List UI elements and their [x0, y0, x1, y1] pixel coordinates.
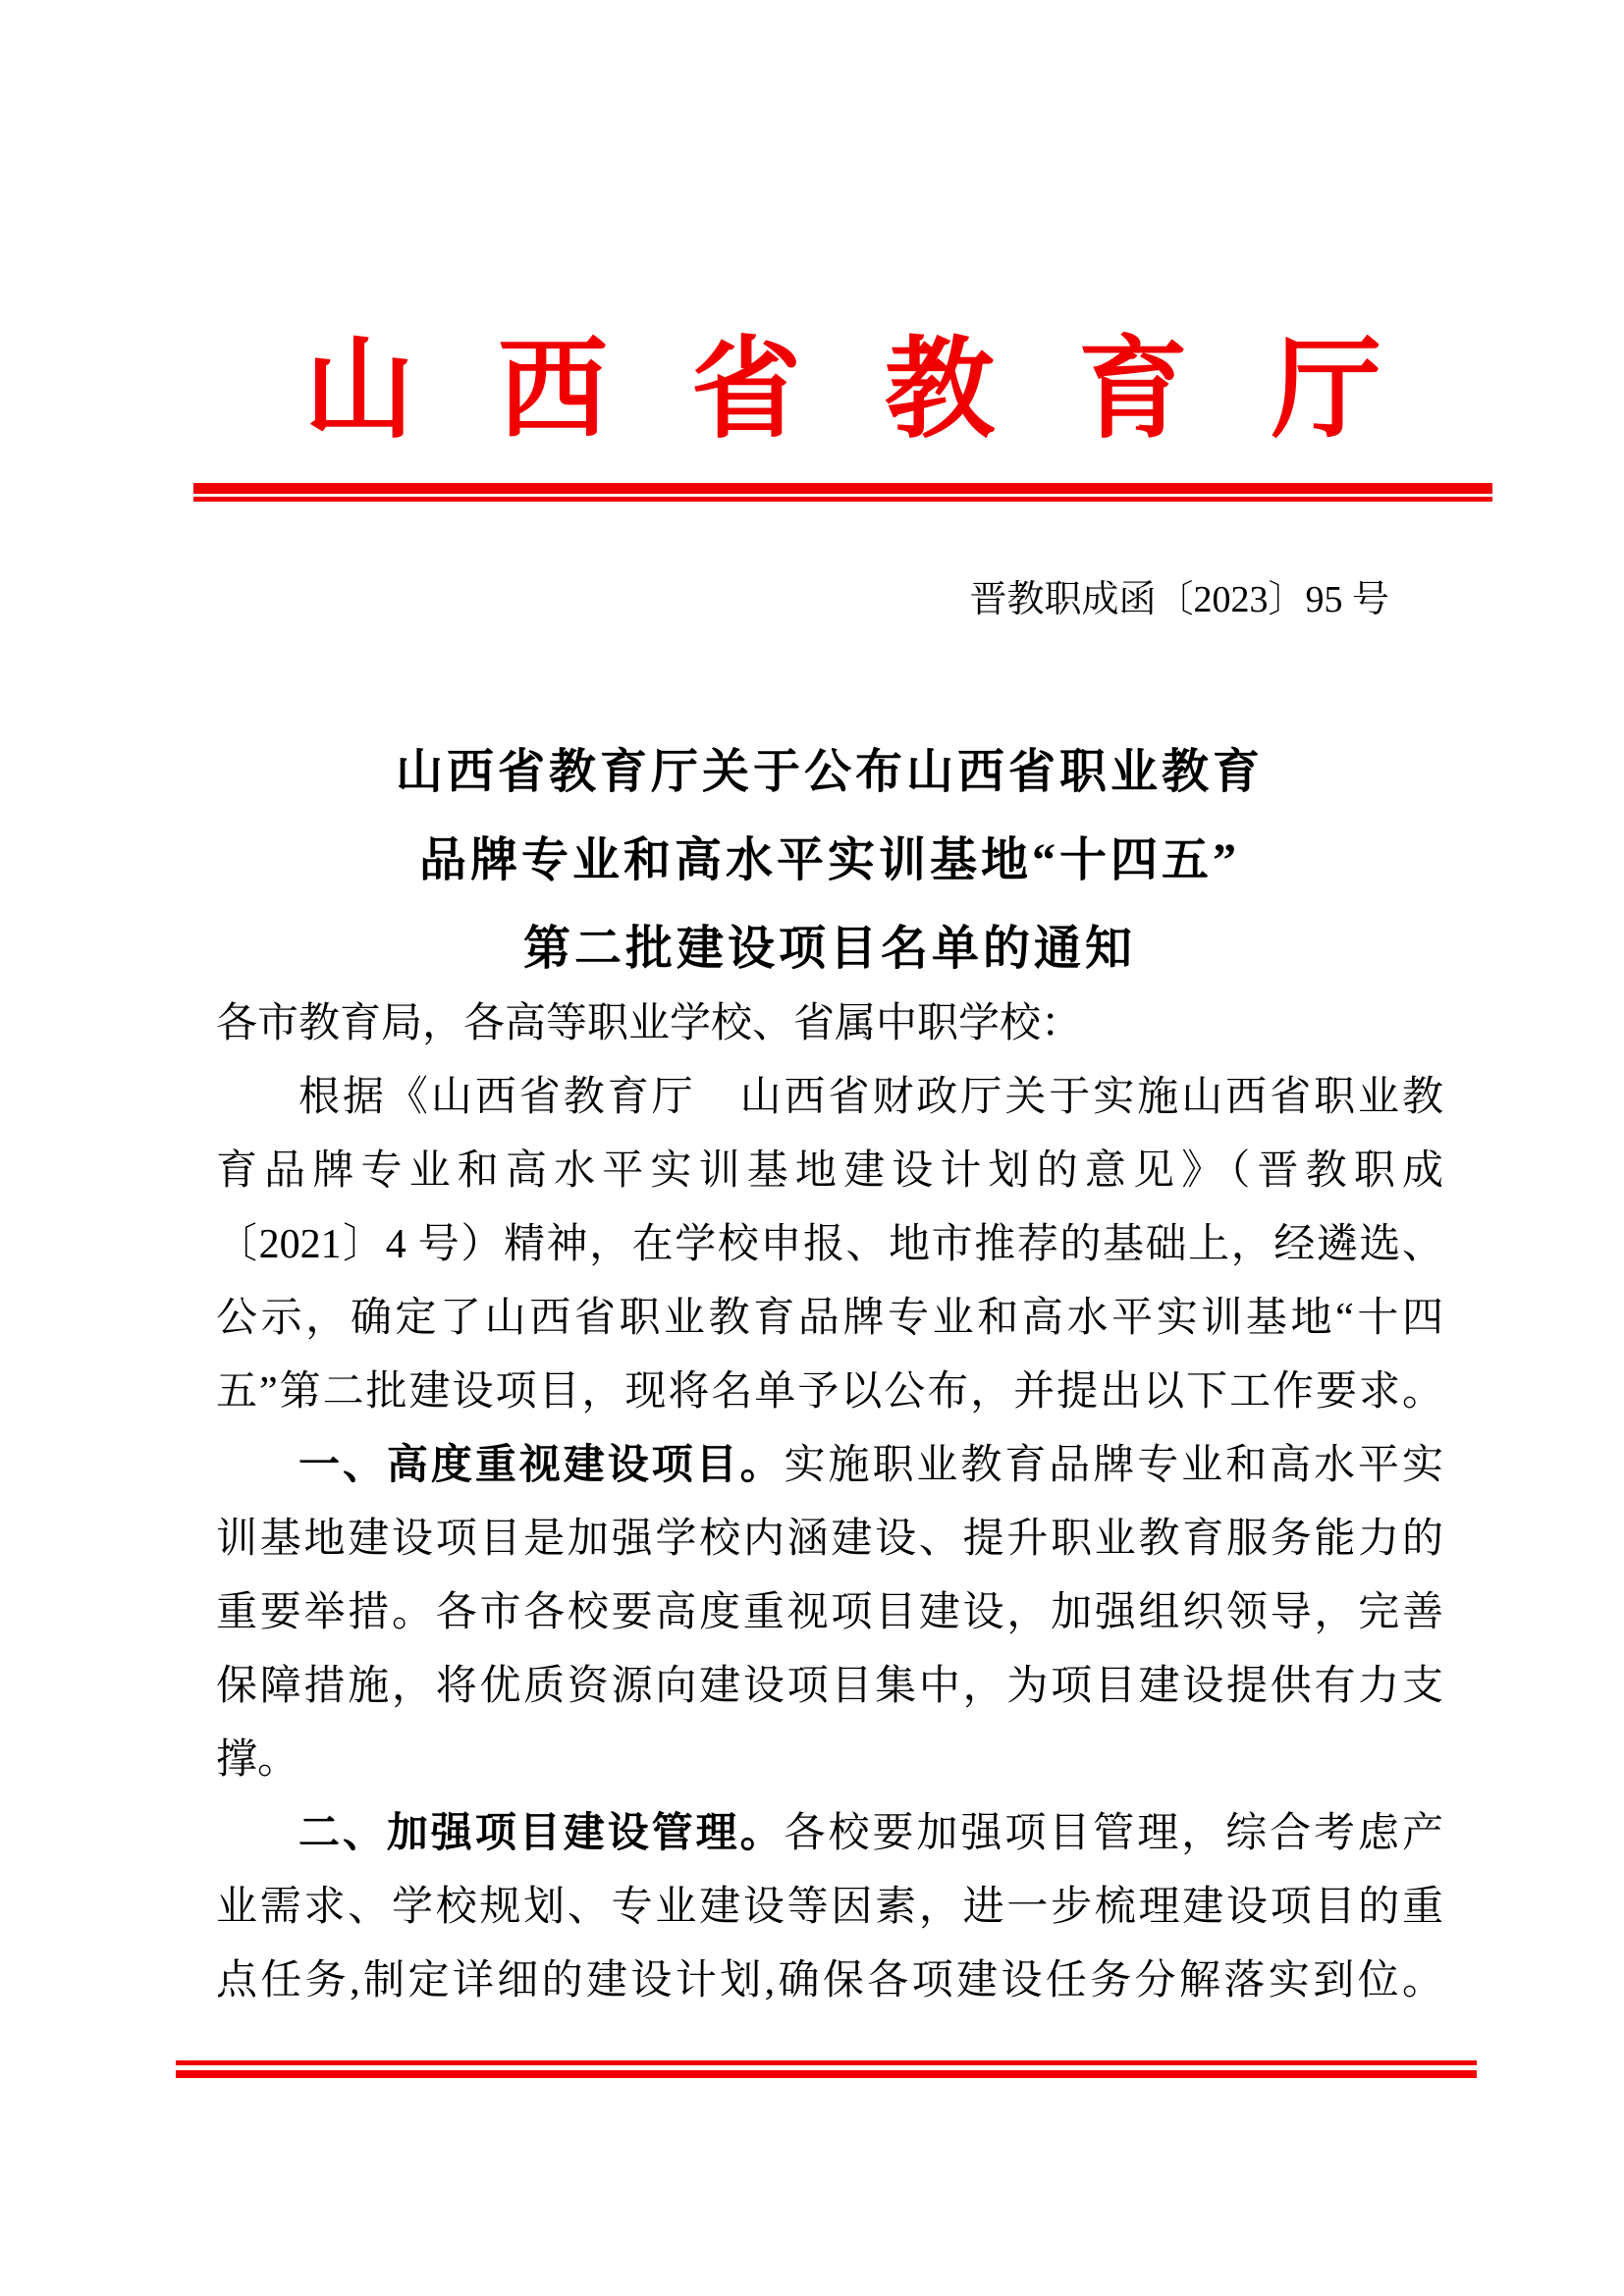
header-divider — [193, 483, 1492, 502]
body-line-bold-lead: 一、高度重视建设项目。 — [298, 1443, 785, 1488]
document-title-line-3: 第二批建设项目名单的通知 — [522, 923, 1136, 975]
body-line: 训基地建设项目是加强学校内涵建设、提升职业教育服务能力的 — [216, 1517, 1443, 1562]
agency-title: 山西省教育厅 — [304, 330, 1465, 452]
footer-divider — [176, 2060, 1477, 2078]
body-line: 重要举措。各市各校要高度重视项目建设，加强组织领导，完善 — [216, 1590, 1443, 1635]
document-number: 晋教职成函〔2023〕95 号 — [969, 579, 1389, 620]
body-line: 撑。 — [216, 1737, 299, 1783]
body-line: 〔2021〕4 号）精神，在学校申报、地市推荐的基础上，经遴选、 — [216, 1222, 1443, 1267]
body-line: 公示，确定了山西省职业教育品牌专业和高水平实训基地“十四 — [216, 1296, 1443, 1341]
document-title-line-2: 品牌专业和高水平实训基地“十四五” — [418, 834, 1240, 886]
document-title-line-1: 山西省教育厅关于公布山西省职业教育 — [395, 746, 1264, 798]
body-line: 各市教育局，各高等职业学校、省属中职学校： — [216, 1001, 1083, 1046]
body-line: 根据《山西省教育厅 山西省财政厅关于实施山西省职业教 — [298, 1075, 1443, 1120]
body-line: 业需求、学校规划、专业建设等因素，进一步梳理建设项目的重 — [216, 1885, 1443, 1930]
body-line: 点任务,制定详细的建设计划,确保各项建设任务分解落实到位。 — [216, 1958, 1443, 2003]
body-line: 一、高度重视建设项目。实施职业教育品牌专业和高水平实 — [298, 1443, 1443, 1488]
body-line: 育品牌专业和高水平实训基地建设计划的意见》（晋教职成 — [216, 1148, 1443, 1194]
body-line: 二、加强项目建设管理。各校要加强项目管理，综合考虑产 — [298, 1811, 1443, 1856]
document-title — [18, 728, 1624, 993]
document-body — [216, 988, 1443, 2018]
body-line: 保障措施，将优质资源向建设项目集中，为项目建设提供有力支 — [216, 1664, 1443, 1709]
body-line: 五”第二批建设项目，现将名单予以公布，并提出以下工作要求。 — [216, 1369, 1443, 1415]
body-line-bold-lead: 二、加强项目建设管理。 — [298, 1811, 785, 1856]
